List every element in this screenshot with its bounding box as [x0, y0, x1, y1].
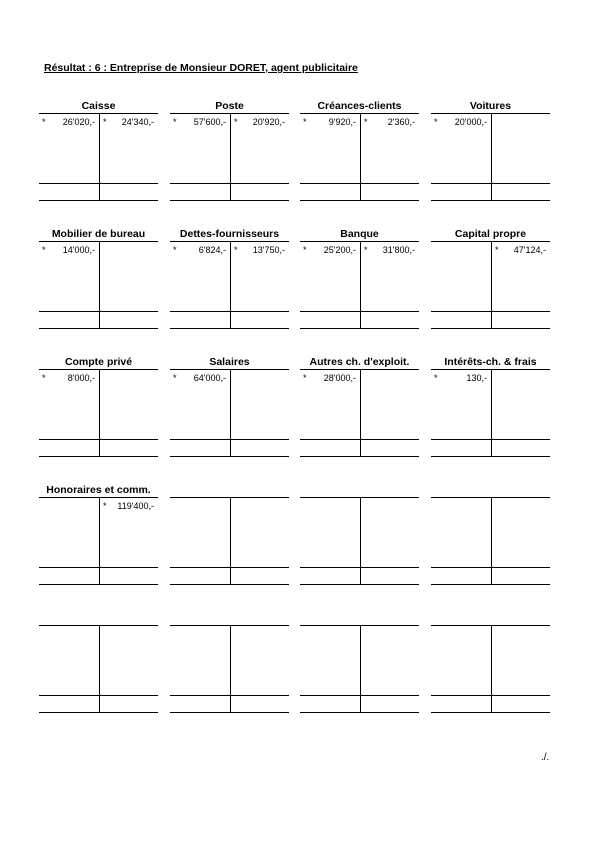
entry-marker: * [173, 117, 177, 127]
account-total-rule [39, 439, 158, 440]
credit-amount: 20'920,- [252, 117, 285, 127]
account-title [39, 611, 158, 625]
account-title: Créances-clients [317, 100, 402, 112]
entry-marker: * [103, 501, 107, 511]
credit-entry [492, 116, 550, 128]
account-closing-rule [431, 456, 550, 457]
t-account [431, 355, 550, 459]
t-account [300, 483, 419, 587]
account-closing-rule [170, 200, 289, 201]
t-account [170, 611, 289, 715]
t-account [431, 227, 550, 331]
t-account [300, 227, 419, 331]
debit-entry [431, 500, 491, 512]
entry-marker: * [303, 117, 307, 127]
debit-entry [39, 116, 99, 128]
debit-entry [431, 116, 491, 128]
account-closing-rule [39, 200, 158, 201]
account-closing-rule [431, 712, 550, 713]
debit-entry [39, 628, 99, 640]
credit-entry [361, 116, 419, 128]
entry-marker: * [173, 245, 177, 255]
debit-amount: 9'920,- [328, 117, 356, 127]
t-account [170, 227, 289, 331]
credit-entry [100, 372, 158, 384]
credit-entry [231, 372, 289, 384]
account-title [170, 611, 289, 625]
entry-marker: * [364, 117, 368, 127]
account-total-rule [431, 439, 550, 440]
credit-amount: 47'124,- [513, 245, 546, 255]
continuation-mark: ./. [541, 752, 550, 763]
account-title: Honoraires et comm. [46, 484, 151, 496]
account-title [170, 483, 289, 497]
debit-entry [431, 372, 491, 384]
account-total-rule [431, 311, 550, 312]
debit-entry [39, 244, 99, 256]
entry-marker: * [42, 245, 46, 255]
credit-entry [231, 116, 289, 128]
account-total-rule [170, 183, 289, 184]
account-closing-rule [300, 200, 419, 201]
debit-entry [300, 244, 360, 256]
debit-amount: 14'000,- [62, 245, 95, 255]
debit-entry [300, 116, 360, 128]
account-total-rule [39, 311, 158, 312]
t-account [170, 483, 289, 587]
entry-marker: * [173, 373, 177, 383]
credit-entry [231, 500, 289, 512]
account-closing-rule [39, 456, 158, 457]
credit-amount: 13'750,- [252, 245, 285, 255]
account-title: Autres ch. d'exploit. [309, 356, 410, 368]
t-account [39, 611, 158, 715]
credit-entry [100, 116, 158, 128]
account-total-rule [170, 695, 289, 696]
account-title: Caisse [81, 100, 116, 112]
debit-entry [170, 372, 230, 384]
account-closing-rule [39, 712, 158, 713]
entry-marker: * [42, 117, 46, 127]
credit-amount: 2'360,- [387, 117, 415, 127]
credit-entry [361, 244, 419, 256]
debit-amount: 57'600,- [193, 117, 226, 127]
account-closing-rule [431, 328, 550, 329]
t-account [431, 611, 550, 715]
entry-marker: * [234, 117, 238, 127]
t-account [431, 483, 550, 587]
debit-entry [170, 244, 230, 256]
debit-amount: 8'000,- [67, 373, 95, 383]
debit-amount: 26'020,- [62, 117, 95, 127]
account-title: Banque [340, 228, 379, 240]
account-total-rule [300, 311, 419, 312]
account-title: Capital propre [454, 228, 527, 240]
account-title: Mobilier de bureau [51, 228, 146, 240]
entry-marker: * [434, 117, 438, 127]
t-account [170, 355, 289, 459]
debit-amount: 28'000,- [323, 373, 356, 383]
account-total-rule [300, 695, 419, 696]
account-total-rule [39, 695, 158, 696]
debit-entry [39, 500, 99, 512]
debit-entry [170, 628, 230, 640]
account-total-rule [300, 183, 419, 184]
account-closing-rule [170, 584, 289, 585]
credit-amount: 31'800,- [382, 245, 415, 255]
account-total-rule [170, 439, 289, 440]
account-total-rule [431, 695, 550, 696]
account-title: Dettes-fournisseurs [179, 228, 280, 240]
account-closing-rule [170, 456, 289, 457]
account-title: Salaires [209, 356, 250, 368]
credit-entry [231, 244, 289, 256]
account-closing-rule [300, 584, 419, 585]
account-total-rule [39, 183, 158, 184]
credit-entry [361, 500, 419, 512]
t-account [39, 227, 158, 331]
entry-marker: * [42, 373, 46, 383]
account-closing-rule [39, 328, 158, 329]
t-account [39, 99, 158, 203]
entry-marker: * [434, 373, 438, 383]
debit-entry [170, 500, 230, 512]
debit-entry [170, 116, 230, 128]
account-total-rule [431, 183, 550, 184]
t-account [39, 483, 158, 587]
t-account [300, 99, 419, 203]
account-closing-rule [431, 584, 550, 585]
debit-entry [431, 628, 491, 640]
credit-entry [361, 372, 419, 384]
account-title [431, 483, 550, 497]
account-closing-rule [300, 328, 419, 329]
entry-marker: * [495, 245, 499, 255]
credit-amount: 24'340,- [121, 117, 154, 127]
account-total-rule [300, 439, 419, 440]
account-title [300, 483, 419, 497]
account-closing-rule [170, 328, 289, 329]
account-title: Poste [215, 100, 244, 112]
entry-marker: * [234, 245, 238, 255]
debit-entry [300, 372, 360, 384]
account-total-rule [39, 567, 158, 568]
debit-amount: 25'200,- [323, 245, 356, 255]
debit-amount: 64'000,- [193, 373, 226, 383]
entry-marker: * [103, 117, 107, 127]
account-title: Voitures [469, 100, 512, 112]
t-account [300, 611, 419, 715]
account-total-rule [170, 311, 289, 312]
debit-entry [431, 244, 491, 256]
account-title: Intérêts-ch. & frais [444, 356, 537, 368]
credit-entry [492, 500, 550, 512]
credit-entry [492, 628, 550, 640]
account-total-rule [431, 567, 550, 568]
credit-entry [231, 628, 289, 640]
debit-entry [300, 628, 360, 640]
account-closing-rule [170, 712, 289, 713]
page-title: Résultat : 6 : Entreprise de Monsieur DORET, agent publicitaire [44, 62, 358, 74]
debit-entry [300, 500, 360, 512]
account-closing-rule [300, 456, 419, 457]
credit-entry [361, 628, 419, 640]
t-account [431, 99, 550, 203]
debit-amount: 20'000,- [454, 117, 487, 127]
account-closing-rule [300, 712, 419, 713]
account-total-rule [170, 567, 289, 568]
debit-amount: 130,- [466, 373, 487, 383]
credit-entry [100, 244, 158, 256]
account-total-rule [300, 567, 419, 568]
credit-amount: 119'400,- [117, 501, 154, 511]
entry-marker: * [303, 245, 307, 255]
debit-amount: 6'824,- [198, 245, 226, 255]
entry-marker: * [364, 245, 368, 255]
t-account [300, 355, 419, 459]
t-account [170, 99, 289, 203]
credit-entry [492, 244, 550, 256]
credit-entry [492, 372, 550, 384]
credit-entry [100, 628, 158, 640]
account-closing-rule [39, 584, 158, 585]
entry-marker: * [303, 373, 307, 383]
account-title [431, 611, 550, 625]
credit-entry [100, 500, 158, 512]
account-closing-rule [431, 200, 550, 201]
debit-entry [39, 372, 99, 384]
account-title: Compte privé [64, 356, 133, 368]
account-title [300, 611, 419, 625]
t-account [39, 355, 158, 459]
